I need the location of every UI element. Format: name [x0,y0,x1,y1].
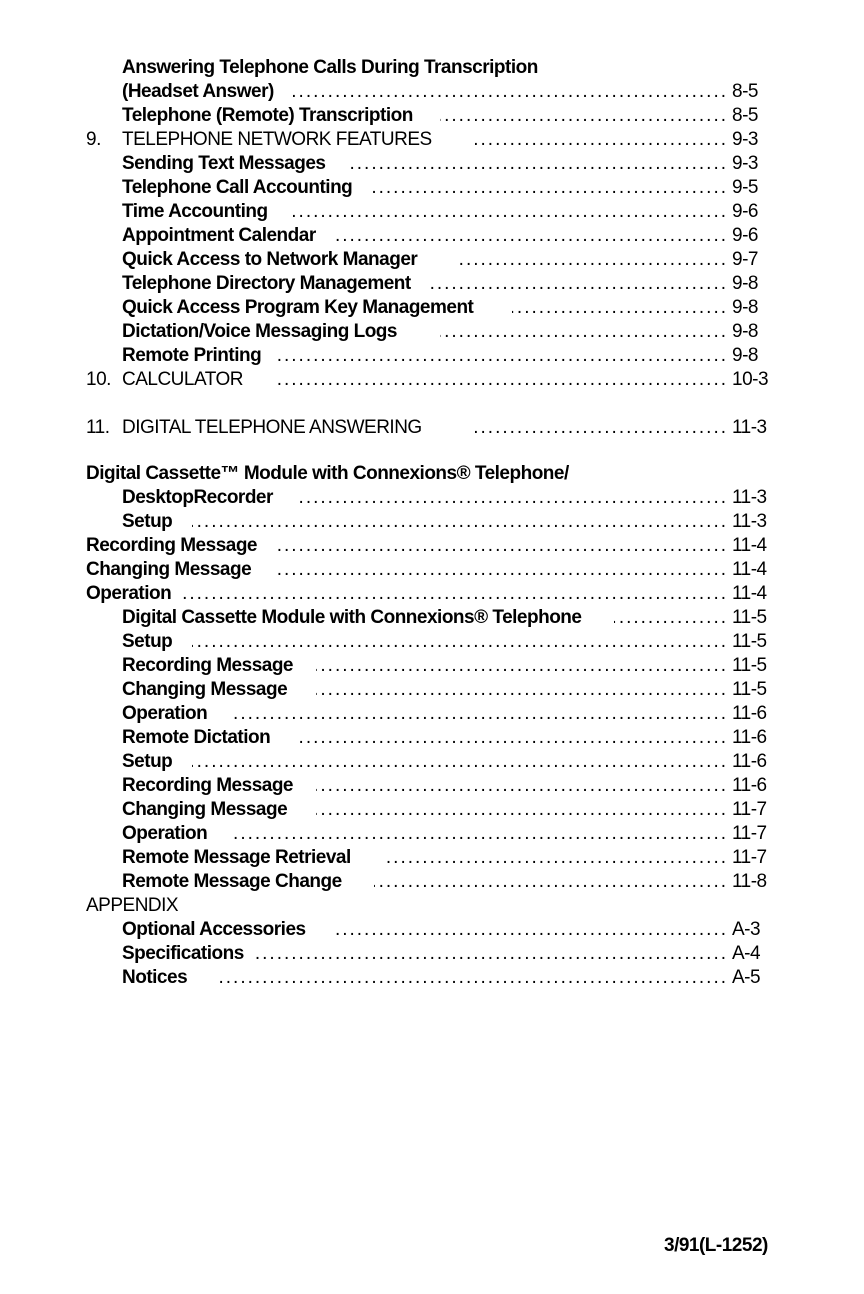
toc-entry [0,462,864,486]
toc-entry-title: Recording Message [122,655,293,676]
toc-entry-title: Quick Access Program Key Management [122,297,474,318]
toc-entry-page: 11-5 [732,679,767,700]
toc-entry-title: (Headset Answer) [122,81,274,102]
toc-entry-title: Setup [122,631,173,652]
dot-leader [290,80,728,104]
toc-entry-title: Time Accounting [122,201,268,222]
toc-entry-page: 11-6 [732,727,767,748]
toc-entry-page: 11-4 [732,583,767,604]
dot-leader [192,750,728,774]
toc-entry [0,486,864,510]
document-code: 3/91(L-1252) [664,1235,768,1256]
dot-leader [512,296,728,320]
toc-entry-page: 8-5 [732,81,758,102]
toc-entry [0,200,864,224]
dot-leader [336,918,728,942]
toc-entry [0,56,864,80]
toc-entry [0,942,864,966]
toc-entry-page: 9-6 [732,225,758,246]
toc-entry [0,80,864,104]
toc-entry [0,750,864,774]
dot-leader [335,224,728,248]
dot-leader [275,558,728,582]
toc-entry [0,510,864,534]
toc-entry [0,654,864,678]
toc-entry-title: Sending Text Messages [122,153,326,174]
dot-leader [316,654,728,678]
toc-chapter [0,128,864,152]
toc-entry-title: Recording Message [122,775,293,796]
dot-leader [374,870,728,894]
toc-chapter [0,894,864,918]
toc-entry-page: 11-7 [732,799,767,820]
toc-entry-title: Quick Access to Network Manager [122,249,418,270]
dot-leader [316,774,728,798]
dot-leader [384,846,728,870]
dot-leader [254,942,728,966]
toc-entry-page: 11-6 [732,775,767,796]
toc-entry-page: 9-8 [732,321,758,342]
dot-leader [192,630,728,654]
toc-entry-page: 9-5 [732,177,758,198]
dot-leader [372,176,728,200]
toc-entry [0,966,864,990]
dot-leader [430,272,728,296]
toc-entry-title: Changing Message [122,679,288,700]
toc-entry-page: 9-8 [732,297,758,318]
toc-entry [0,918,864,942]
chapter-number: 11. [86,417,110,438]
dot-leader [232,822,728,846]
toc-entry-page: 11-3 [732,417,767,438]
toc-entry [0,678,864,702]
toc-entry [0,606,864,630]
dot-leader [455,248,728,272]
toc-entry [0,870,864,894]
toc-entry-title: Telephone Directory Management [122,273,411,294]
toc-entry [0,176,864,200]
toc-entry-title: Optional Accessories [122,919,306,940]
toc-entry-page: 9-3 [732,129,758,150]
toc-entry [0,726,864,750]
dot-leader [440,104,728,128]
toc-entry-page: 11-7 [732,847,767,868]
toc-entry-page: 9-3 [732,153,758,174]
dot-leader [218,966,728,990]
dot-leader [472,416,728,440]
toc-entry-page: 11-5 [732,607,767,628]
toc-entry [0,224,864,248]
toc-entry-title: Dictation/Voice Messaging Logs [122,321,397,342]
toc-entry-title: Notices [122,967,188,988]
dot-leader [350,152,728,176]
toc-entry-title: Setup [122,751,173,772]
toc-entry [0,320,864,344]
toc-entry-page: 11-5 [732,655,767,676]
toc-entry-title: Telephone (Remote) Transcription [122,105,413,126]
toc-entry-page: 11-4 [732,535,767,556]
dot-leader [440,320,728,344]
table-of-contents [0,56,864,990]
toc-chapter-title: DIGITAL TELEPHONE ANSWERING [122,417,422,438]
toc-entry [0,104,864,128]
toc-entry-page: 9-6 [732,201,758,222]
toc-entry [0,296,864,320]
toc-entry-page: 11-6 [732,703,767,724]
toc-entry-title: Remote Printing [122,345,262,366]
toc-entry [0,774,864,798]
toc-entry-page: 10-3 [732,369,769,390]
toc-entry-page: 11-6 [732,751,767,772]
toc-entry-title: Remote Message Retrieval [122,847,351,868]
toc-entry-page: 11-4 [732,559,767,580]
toc-entry-title: Digital Cassette™ Module with Connexions® Telephone/ [86,463,569,484]
toc-entry-page: A-4 [732,943,761,964]
dot-leader [298,726,728,750]
toc-entry-title: Telephone Call Accounting [122,177,353,198]
appendix-heading: APPENDIX [86,895,179,916]
toc-entry-page: 11-3 [732,511,767,532]
toc-entry-title: Remote Message Change [122,871,342,892]
dot-leader [192,510,728,534]
toc-entry-title: Changing Message [122,799,288,820]
dot-leader [275,534,728,558]
dot-leader [316,678,728,702]
toc-entry-title: DesktopRecorder [122,487,273,508]
toc-entry-page: 9-7 [732,249,758,270]
toc-chapter-title: CALCULATOR [122,369,243,390]
toc-entry [0,798,864,822]
chapter-number: 9. [86,129,101,150]
toc-entry [0,822,864,846]
toc-entry-title: Appointment Calendar [122,225,316,246]
toc-entry [0,344,864,368]
dot-leader [296,486,728,510]
toc-entry-title: Answering Telephone Calls During Transcription [122,57,538,78]
toc-entry [0,558,864,582]
toc-entry-page: 9-8 [732,345,758,366]
toc-entry [0,534,864,558]
toc-entry-page: 11-7 [732,823,767,844]
toc-chapter-title: TELEPHONE NETWORK FEATURES [122,129,432,150]
toc-chapter [0,368,864,392]
toc-entry-page: 9-8 [732,273,758,294]
dot-leader [290,200,728,224]
toc-entry [0,846,864,870]
toc-entry [0,582,864,606]
toc-entry [0,702,864,726]
toc-entry-page: 11-5 [732,631,767,652]
toc-entry-title: Changing Message [86,559,252,580]
dot-leader [316,798,728,822]
toc-entry-title: Operation [86,583,172,604]
toc-entry-title: Specifications [122,943,244,964]
dot-leader [274,344,728,368]
toc-entry-title: Operation [122,823,208,844]
chapter-number: 10. [86,369,111,390]
toc-entry-title: Recording Message [86,535,257,556]
toc-entry [0,630,864,654]
dot-leader [180,582,728,606]
dot-leader [275,368,728,392]
dot-leader [614,606,728,630]
toc-entry-page: 11-3 [732,487,767,508]
toc-entry [0,152,864,176]
toc-entry [0,272,864,296]
dot-leader [470,128,728,152]
toc-entry-title: Operation [122,703,208,724]
toc-entry-title: Remote Dictation [122,727,271,748]
toc-entry-page: 11-8 [732,871,767,892]
toc-entry-page: 8-5 [732,105,758,126]
dot-leader [232,702,728,726]
toc-entry-page: A-3 [732,919,761,940]
toc-entry-page: A-5 [732,967,761,988]
toc-entry-title: Digital Cassette Module with Connexions® Telephone [122,607,582,628]
toc-entry [0,248,864,272]
toc-chapter [0,416,864,440]
toc-entry-title: Setup [122,511,173,532]
